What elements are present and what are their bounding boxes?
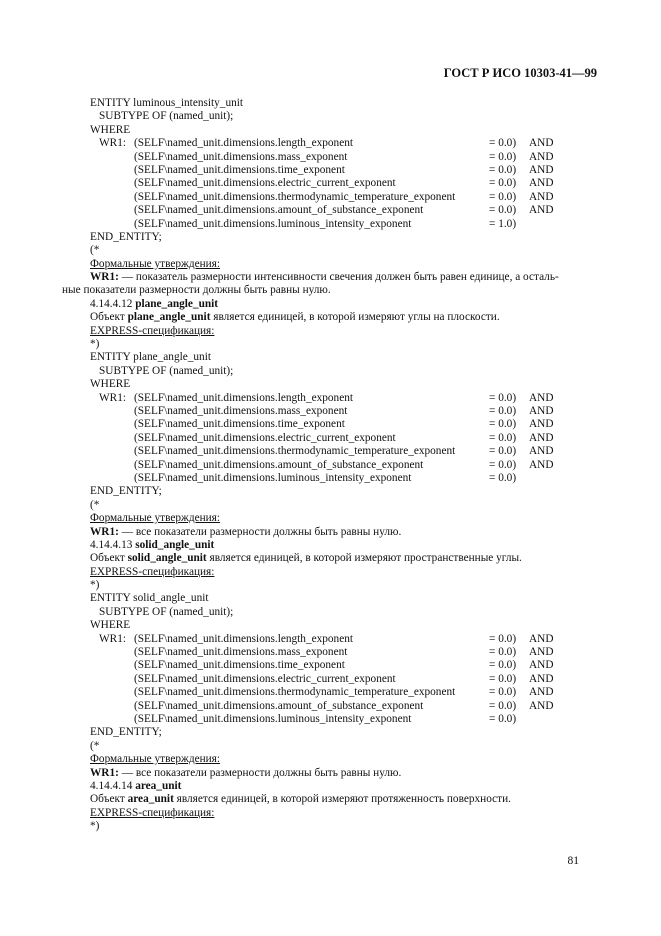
rule-label bbox=[90, 659, 134, 672]
section-name: solid_angle_unit bbox=[135, 538, 215, 551]
rule-label bbox=[90, 418, 134, 431]
section-heading bbox=[90, 780, 600, 793]
rule-expression: (SELF\named_unit.dimensions.electric_current_exponent bbox=[134, 431, 396, 444]
document-header: ГОСТ Р ИСО 10303-41—99 bbox=[443, 66, 597, 80]
rule-expression: (SELF\named_unit.dimensions.luminous_intensity_exponent bbox=[134, 471, 412, 484]
wr-description-continued: ные показатели размерности должны быть равны нулю. bbox=[62, 284, 331, 297]
rule-row bbox=[90, 686, 600, 699]
desc-prefix: Объект bbox=[90, 311, 128, 324]
rule-expression: (SELF\named_unit.dimensions.amount_of_substance_exponent bbox=[134, 458, 424, 471]
wr-description bbox=[90, 526, 600, 539]
rule-expression: (SELF\named_unit.dimensions.thermodynamic_temperature_exponent bbox=[134, 190, 456, 203]
rule-row bbox=[90, 633, 600, 646]
where-keyword: WHERE bbox=[90, 619, 131, 632]
rule-connector: AND bbox=[529, 204, 554, 217]
rule-value: = 0.0) bbox=[489, 177, 517, 190]
rule-expression: (SELF\named_unit.dimensions.electric_current_exponent bbox=[134, 177, 396, 190]
rule-value: = 0.0) bbox=[489, 431, 517, 444]
rule-label bbox=[90, 713, 134, 726]
rule-connector: AND bbox=[529, 458, 554, 471]
rule-expression: (SELF\named_unit.dimensions.length_exponent bbox=[134, 632, 354, 645]
rule-value: = 1.0) bbox=[489, 217, 517, 230]
rule-value: = 0.0) bbox=[489, 163, 517, 176]
rule-row bbox=[90, 713, 600, 726]
rule-list bbox=[90, 392, 600, 486]
rule-row bbox=[90, 392, 600, 405]
wr-text: — все показатели размерности должны быть равны нулю. bbox=[118, 525, 402, 538]
rule-label bbox=[90, 673, 134, 686]
wr-description bbox=[90, 271, 600, 284]
rule-connector: AND bbox=[529, 659, 554, 672]
rule-value: = 0.0) bbox=[489, 150, 517, 163]
rule-row bbox=[90, 405, 600, 418]
rule-expression: (SELF\named_unit.dimensions.thermodynamic_temperature_exponent bbox=[134, 686, 456, 699]
rule-row bbox=[90, 432, 600, 445]
entity-declaration: ENTITY plane_angle_unit bbox=[90, 351, 211, 364]
rule-row bbox=[90, 472, 600, 485]
rule-label: WR1: bbox=[99, 137, 126, 150]
rule-row bbox=[90, 164, 600, 177]
rule-label bbox=[90, 646, 134, 659]
rule-expression: (SELF\named_unit.dimensions.time_exponent bbox=[134, 659, 345, 672]
rule-connector: AND bbox=[529, 150, 554, 163]
rule-expression: (SELF\named_unit.dimensions.luminous_intensity_exponent bbox=[134, 217, 412, 230]
rule-connector: AND bbox=[529, 190, 554, 203]
rule-expression: (SELF\named_unit.dimensions.mass_exponent bbox=[134, 404, 348, 417]
rule-value: = 0.0) bbox=[489, 404, 517, 417]
rule-value: = 0.0) bbox=[489, 699, 517, 712]
subtype-line: SUBTYPE OF (named_unit); bbox=[99, 110, 234, 123]
rule-label bbox=[90, 459, 134, 472]
subtype-line: SUBTYPE OF (named_unit); bbox=[99, 605, 234, 618]
desc-entity-name: area_unit bbox=[127, 793, 174, 806]
rule-expression: (SELF\named_unit.dimensions.luminous_intensity_exponent bbox=[134, 712, 412, 725]
rule-label bbox=[90, 432, 134, 445]
page-number: 81 bbox=[567, 855, 579, 867]
rule-row bbox=[90, 673, 600, 686]
rule-row bbox=[90, 459, 600, 472]
section-number: 4.14.4.12 bbox=[90, 297, 136, 310]
rule-value: = 0.0) bbox=[489, 445, 517, 458]
rule-connector: AND bbox=[529, 177, 554, 190]
rule-list bbox=[90, 137, 600, 231]
subtype-line: SUBTYPE OF (named_unit); bbox=[99, 364, 234, 377]
rule-value: = 0.0) bbox=[489, 659, 517, 672]
wr-label: WR1: bbox=[90, 525, 119, 538]
rule-value: = 0.0) bbox=[489, 471, 517, 484]
section-number: 4.14.4.14 bbox=[90, 779, 136, 792]
rule-label bbox=[90, 151, 134, 164]
section-heading bbox=[90, 298, 600, 311]
end-entity: END_ENTITY; bbox=[90, 230, 162, 243]
rule-expression: (SELF\named_unit.dimensions.mass_exponent bbox=[134, 150, 348, 163]
where-keyword: WHERE bbox=[90, 378, 131, 391]
comment-close: *) bbox=[90, 820, 100, 833]
rule-label: WR1: bbox=[99, 391, 126, 404]
rule-connector: AND bbox=[529, 431, 554, 444]
comment-open: (* bbox=[90, 244, 100, 257]
rule-row bbox=[90, 418, 600, 431]
rule-label bbox=[90, 177, 134, 190]
desc-entity-name: plane_angle_unit bbox=[127, 311, 211, 324]
rule-connector: AND bbox=[529, 445, 554, 458]
formal-statements-heading: Формальные утверждения: bbox=[90, 257, 221, 270]
desc-prefix: Объект bbox=[90, 552, 128, 565]
rule-connector: AND bbox=[529, 391, 554, 404]
express-spec-heading: EXPRESS-спецификация: bbox=[90, 806, 215, 819]
desc-suffix: является единицей, в которой измеряют углы на плоскости. bbox=[210, 311, 500, 324]
rule-row bbox=[90, 137, 600, 150]
desc-prefix: Объект bbox=[90, 793, 128, 806]
section-name: plane_angle_unit bbox=[135, 297, 219, 310]
rule-expression: (SELF\named_unit.dimensions.time_exponent bbox=[134, 163, 345, 176]
section-name: area_unit bbox=[135, 779, 182, 792]
rule-value: = 0.0) bbox=[489, 686, 517, 699]
rule-label bbox=[90, 700, 134, 713]
wr-label: WR1: bbox=[90, 271, 119, 284]
rule-value: = 0.0) bbox=[489, 672, 517, 685]
rule-label bbox=[90, 218, 134, 231]
rule-value: = 0.0) bbox=[489, 418, 517, 431]
section-description bbox=[90, 552, 600, 565]
rule-row bbox=[90, 151, 600, 164]
comment-close: *) bbox=[90, 579, 100, 592]
rule-label bbox=[90, 405, 134, 418]
rule-expression: (SELF\named_unit.dimensions.amount_of_substance_exponent bbox=[134, 699, 424, 712]
rule-expression: (SELF\named_unit.dimensions.length_exponent bbox=[134, 137, 354, 150]
formal-statements-heading: Формальные утверждения: bbox=[90, 753, 221, 766]
rule-row bbox=[90, 204, 600, 217]
rule-connector: AND bbox=[529, 686, 554, 699]
end-entity: END_ENTITY; bbox=[90, 726, 162, 739]
rule-connector: AND bbox=[529, 163, 554, 176]
section-heading bbox=[90, 539, 600, 552]
rule-expression: (SELF\named_unit.dimensions.mass_exponent bbox=[134, 646, 348, 659]
express-spec-heading: EXPRESS-спецификация: bbox=[90, 324, 215, 337]
comment-open: (* bbox=[90, 739, 100, 752]
rule-value: = 0.0) bbox=[489, 204, 517, 217]
rule-value: = 0.0) bbox=[489, 458, 517, 471]
rule-list bbox=[90, 633, 600, 727]
entity-declaration: ENTITY luminous_intensity_unit bbox=[90, 97, 244, 109]
rule-row bbox=[90, 659, 600, 672]
rule-expression: (SELF\named_unit.dimensions.electric_current_exponent bbox=[134, 672, 396, 685]
wr-text: — показатель размерности интенсивности свечения должен быть равен единице, а осталь- bbox=[118, 271, 559, 284]
rule-row bbox=[90, 700, 600, 713]
rule-connector: AND bbox=[529, 699, 554, 712]
rule-connector: AND bbox=[529, 646, 554, 659]
rule-label: WR1: bbox=[99, 632, 126, 645]
rule-label bbox=[90, 445, 134, 458]
rule-label bbox=[90, 686, 134, 699]
desc-entity-name: solid_angle_unit bbox=[127, 552, 207, 565]
rule-connector: AND bbox=[529, 672, 554, 685]
desc-suffix: является единицей, в которой измеряют пространственные углы. bbox=[206, 552, 522, 565]
rule-label bbox=[90, 204, 134, 217]
rule-row bbox=[90, 191, 600, 204]
rule-value: = 0.0) bbox=[489, 712, 517, 725]
wr-label: WR1: bbox=[90, 766, 119, 779]
end-entity: END_ENTITY; bbox=[90, 485, 162, 498]
rule-value: = 0.0) bbox=[489, 646, 517, 659]
where-keyword: WHERE bbox=[90, 123, 131, 136]
rule-row bbox=[90, 646, 600, 659]
rule-value: = 0.0) bbox=[489, 190, 517, 203]
rule-row bbox=[90, 445, 600, 458]
comment-open: (* bbox=[90, 498, 100, 511]
wr-text: — все показатели размерности должны быть равны нулю. bbox=[118, 766, 402, 779]
rule-row bbox=[90, 218, 600, 231]
section-number: 4.14.4.13 bbox=[90, 538, 136, 551]
rule-value: = 0.0) bbox=[489, 632, 517, 645]
rule-expression: (SELF\named_unit.dimensions.amount_of_substance_exponent bbox=[134, 204, 424, 217]
rule-label bbox=[90, 164, 134, 177]
formal-statements-heading: Формальные утверждения: bbox=[90, 512, 221, 525]
section-description bbox=[90, 311, 600, 324]
rule-connector: AND bbox=[529, 418, 554, 431]
rule-row bbox=[90, 177, 600, 190]
rule-expression: (SELF\named_unit.dimensions.time_exponent bbox=[134, 418, 345, 431]
desc-suffix: является единицей, в которой измеряют протяженность поверхности. bbox=[173, 793, 511, 806]
rule-connector: AND bbox=[529, 137, 554, 150]
express-spec-heading: EXPRESS-спецификация: bbox=[90, 565, 215, 578]
wr-description bbox=[90, 767, 600, 780]
document-body bbox=[62, 97, 600, 833]
rule-connector: AND bbox=[529, 632, 554, 645]
comment-close: *) bbox=[90, 338, 100, 351]
rule-value: = 0.0) bbox=[489, 391, 517, 404]
rule-connector: AND bbox=[529, 404, 554, 417]
rule-label bbox=[90, 472, 134, 485]
entity-declaration: ENTITY solid_angle_unit bbox=[90, 592, 209, 605]
rule-value: = 0.0) bbox=[489, 137, 517, 150]
section-description bbox=[90, 793, 600, 806]
rule-expression: (SELF\named_unit.dimensions.length_exponent bbox=[134, 391, 354, 404]
rule-expression: (SELF\named_unit.dimensions.thermodynamic_temperature_exponent bbox=[134, 445, 456, 458]
rule-label bbox=[90, 191, 134, 204]
